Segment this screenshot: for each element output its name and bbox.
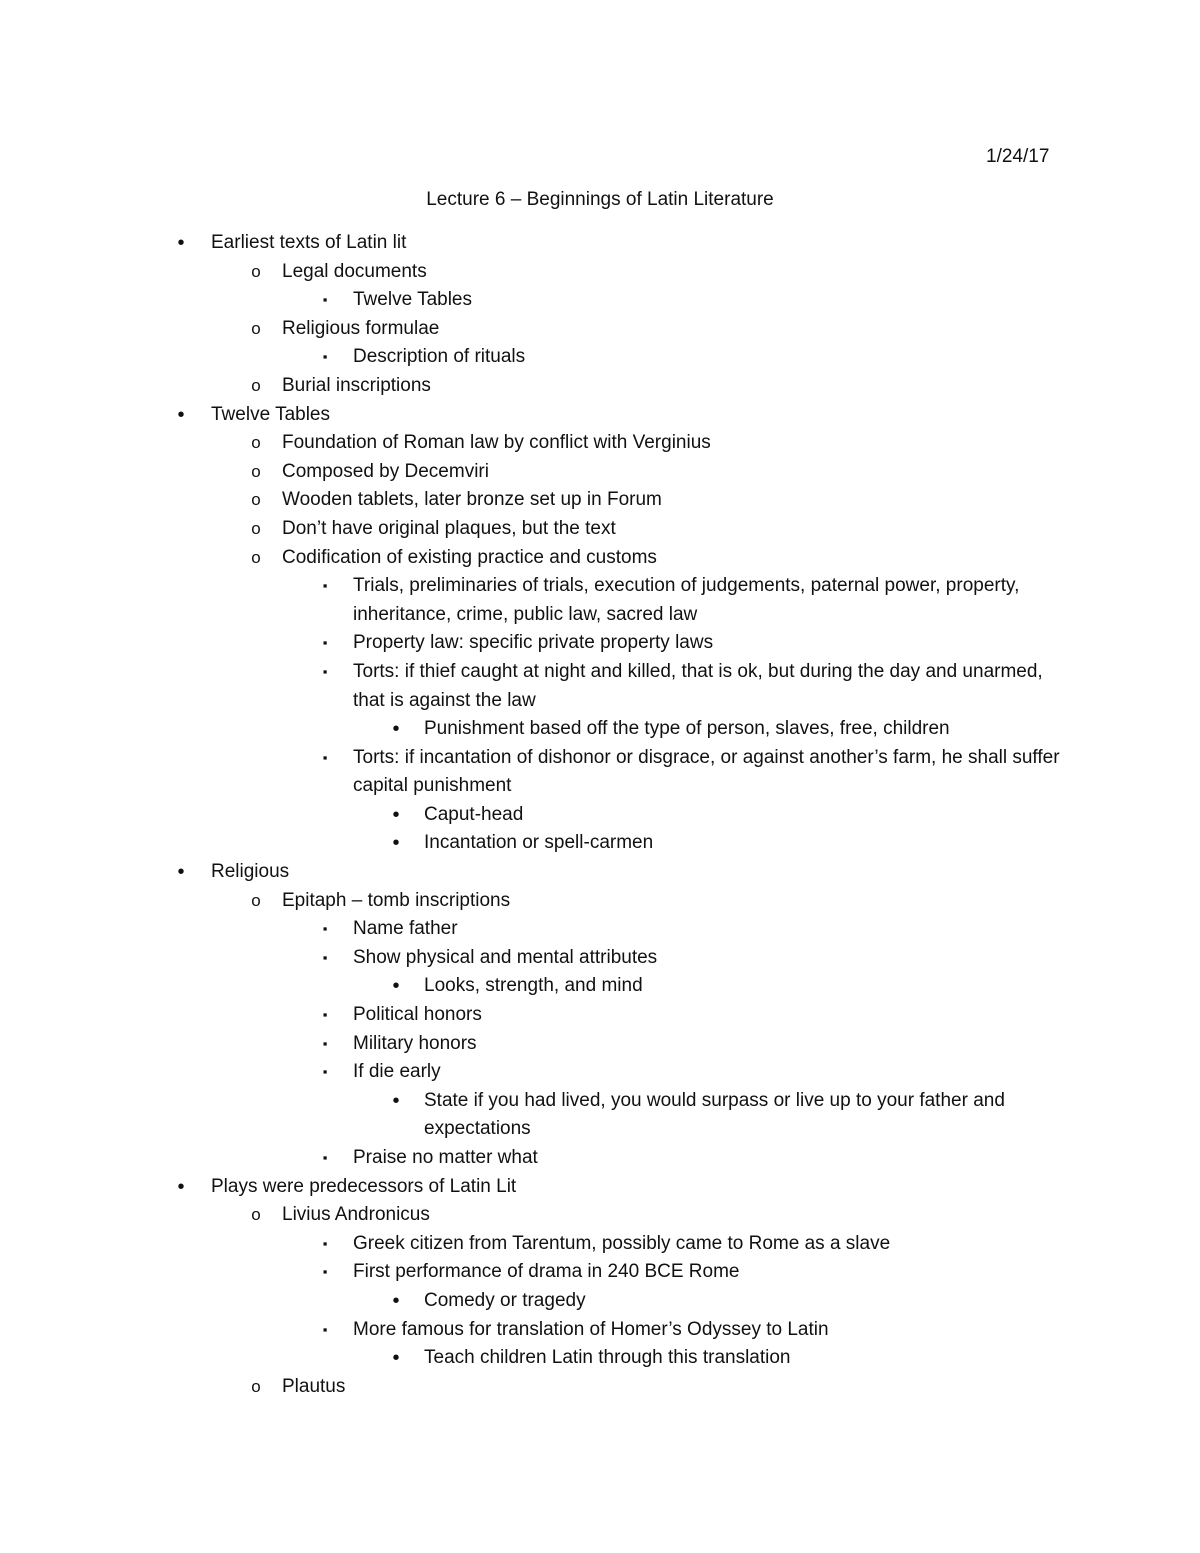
outline-item-text: Foundation of Roman law by conflict with Verginius — [282, 432, 711, 454]
outline-item-level-4 — [392, 1344, 1064, 1373]
bullet-circle-icon: o — [251, 375, 261, 395]
bullet-square-icon: ▪ — [322, 1007, 328, 1023]
outline-item-text: Torts: if incantation of dishonor or disgrace, or against another’s farm, he shall suffer capital punishment — [353, 746, 1060, 797]
outline-item-level-3 — [322, 1144, 1073, 1173]
bullet-square-icon: ▪ — [322, 1035, 328, 1051]
outline-item-level-2 — [251, 486, 1132, 515]
outline-item-text: Burial inscriptions — [282, 374, 431, 396]
outline-item-level-3 — [322, 944, 1073, 973]
bullet-disc-icon: • — [392, 803, 400, 826]
bullet-circle-icon: o — [251, 490, 261, 510]
lecture-outline — [0, 229, 1200, 1401]
outline-item-level-3 — [322, 1316, 1073, 1345]
bullet-square-icon: ▪ — [322, 949, 328, 965]
outline-item-level-3 — [322, 1230, 1073, 1259]
outline-item-level-3 — [322, 286, 1073, 315]
outline-item-text: Comedy or tragedy — [424, 1289, 586, 1311]
outline-item-level-1 — [177, 858, 1061, 887]
outline-item-text: Name father — [353, 918, 458, 940]
outline-item-text: Religious — [211, 861, 290, 883]
outline-item-text: Property law: specific private property laws — [353, 632, 714, 654]
outline-item-level-3 — [322, 1058, 1073, 1087]
bullet-square-icon: ▪ — [322, 1235, 328, 1251]
outline-item-text: Punishment based off the type of person, slaves, free, children — [424, 718, 950, 740]
outline-item-level-4 — [392, 1287, 1064, 1316]
outline-item-text: Composed by Decemviri — [282, 460, 489, 482]
outline-item-text: Political honors — [353, 1004, 482, 1026]
outline-item-text: Wooden tablets, later bronze set up in Forum — [282, 489, 662, 511]
outline-item-text: Religious formulae — [282, 317, 440, 339]
outline-item-text: Teach children Latin through this translation — [424, 1347, 791, 1369]
outline-item-text: More famous for translation of Homer’s Odyssey to Latin — [353, 1318, 829, 1340]
outline-item-text: Show physical and mental attributes — [353, 946, 658, 968]
outline-item-level-3 — [322, 1258, 1073, 1287]
outline-item-level-4 — [392, 972, 1064, 1001]
document-date: 1/24/17 — [986, 146, 1050, 167]
outline-item-text: If die early — [353, 1061, 441, 1083]
bullet-disc-icon: • — [177, 403, 185, 426]
bullet-square-icon: ▪ — [322, 578, 328, 594]
outline-item-text: Legal documents — [282, 260, 427, 282]
outline-item-text: Livius Andronicus — [282, 1204, 430, 1226]
outline-item-text: First performance of drama in 240 BCE Rome — [353, 1261, 740, 1283]
outline-item-level-2 — [251, 372, 1132, 401]
outline-item-text: State if you had lived, you would surpass or live up to your father and expectations — [424, 1089, 1005, 1140]
outline-item-level-2 — [251, 887, 1132, 916]
bullet-square-icon: ▪ — [322, 1150, 328, 1165]
outline-item-level-1 — [177, 401, 1061, 430]
outline-item-level-2 — [251, 1201, 1132, 1230]
bullet-circle-icon: o — [251, 261, 261, 281]
bullet-square-icon: ▪ — [322, 635, 328, 651]
bullet-circle-icon: o — [251, 318, 261, 338]
outline-item-text: Codification of existing practice and customs — [282, 546, 657, 568]
outline-item-text: Don’t have original plaques, but the text — [282, 517, 616, 539]
outline-item-text: Trials, preliminaries of trials, execution of judgements, paternal power, property, inheritance, crime, public law, sacred law — [353, 575, 1020, 625]
outline-item-level-3 — [322, 744, 1073, 801]
outline-item-text: Incantation or spell-carmen — [424, 832, 654, 854]
outline-item-text: Caput-head — [424, 803, 524, 825]
bullet-circle-icon: o — [251, 1205, 261, 1225]
outline-item-level-3 — [322, 343, 1073, 372]
outline-item-text: Twelve Tables — [211, 403, 330, 425]
bullet-square-icon: ▪ — [322, 921, 328, 937]
outline-item-level-3 — [322, 629, 1073, 658]
bullet-disc-icon: • — [392, 718, 400, 741]
outline-item-level-4 — [392, 829, 1064, 858]
bullet-circle-icon: o — [251, 433, 261, 453]
bullet-circle-icon: o — [251, 890, 261, 910]
outline-item-level-3 — [322, 915, 1073, 944]
bullet-square-icon: ▪ — [322, 1321, 328, 1337]
outline-item-level-2 — [251, 458, 1132, 487]
outline-item-level-2 — [251, 1373, 1132, 1402]
outline-item-text: Earliest texts of Latin lit — [211, 232, 407, 253]
outline-item-text: Military honors — [353, 1032, 477, 1054]
outline-item-text: Torts: if thief caught at night and killed, that is ok, but during the day and unarmed, that is against the law — [353, 660, 1043, 711]
outline-item-level-4 — [392, 715, 1064, 744]
bullet-disc-icon: • — [392, 832, 400, 855]
bullet-square-icon: ▪ — [322, 1264, 328, 1280]
outline-item-text: Epitaph – tomb inscriptions — [282, 889, 511, 911]
outline-item-level-4 — [392, 801, 1064, 830]
outline-item-level-4 — [392, 1087, 1064, 1144]
outline-item-text: Looks, strength, and mind — [424, 975, 643, 997]
outline-item-text: Praise no matter what — [353, 1147, 538, 1168]
outline-item-text: Description of rituals — [353, 346, 526, 368]
bullet-circle-icon: o — [251, 547, 261, 567]
outline-item-text: Plautus — [282, 1375, 346, 1397]
outline-item-level-2 — [251, 258, 1132, 287]
bullet-disc-icon: • — [392, 1347, 400, 1370]
bullet-disc-icon: • — [177, 232, 185, 254]
outline-item-level-3 — [322, 1030, 1073, 1059]
outline-item-text: Plays were predecessors of Latin Lit — [211, 1175, 517, 1197]
bullet-square-icon: ▪ — [322, 1064, 328, 1080]
bullet-square-icon: ▪ — [322, 292, 328, 308]
outline-item-level-1 — [177, 229, 1061, 258]
bullet-square-icon: ▪ — [322, 749, 328, 765]
outline-item-level-3 — [322, 572, 1073, 629]
outline-item-level-3 — [322, 1001, 1073, 1030]
bullet-disc-icon: • — [392, 1289, 400, 1312]
bullet-disc-icon: • — [177, 1175, 185, 1198]
outline-item-text: Twelve Tables — [353, 289, 472, 311]
bullet-disc-icon: • — [392, 1089, 400, 1112]
outline-item-level-2 — [251, 429, 1132, 458]
outline-item-level-2 — [251, 315, 1132, 344]
bullet-square-icon: ▪ — [322, 349, 328, 365]
outline-item-level-3 — [322, 658, 1073, 715]
bullet-circle-icon: o — [251, 461, 261, 481]
bullet-square-icon: ▪ — [322, 663, 328, 679]
document-title: Lecture 6 – Beginnings of Latin Literature — [426, 189, 774, 210]
outline-item-text: Greek citizen from Tarentum, possibly came to Rome as a slave — [353, 1232, 891, 1254]
bullet-disc-icon: • — [177, 861, 185, 884]
outline-item-level-2 — [251, 515, 1132, 544]
outline-item-level-1 — [177, 1173, 1061, 1202]
bullet-disc-icon: • — [392, 975, 400, 998]
outline-item-level-2 — [251, 544, 1132, 573]
bullet-circle-icon: o — [251, 518, 261, 538]
bullet-circle-icon: o — [251, 1376, 261, 1396]
